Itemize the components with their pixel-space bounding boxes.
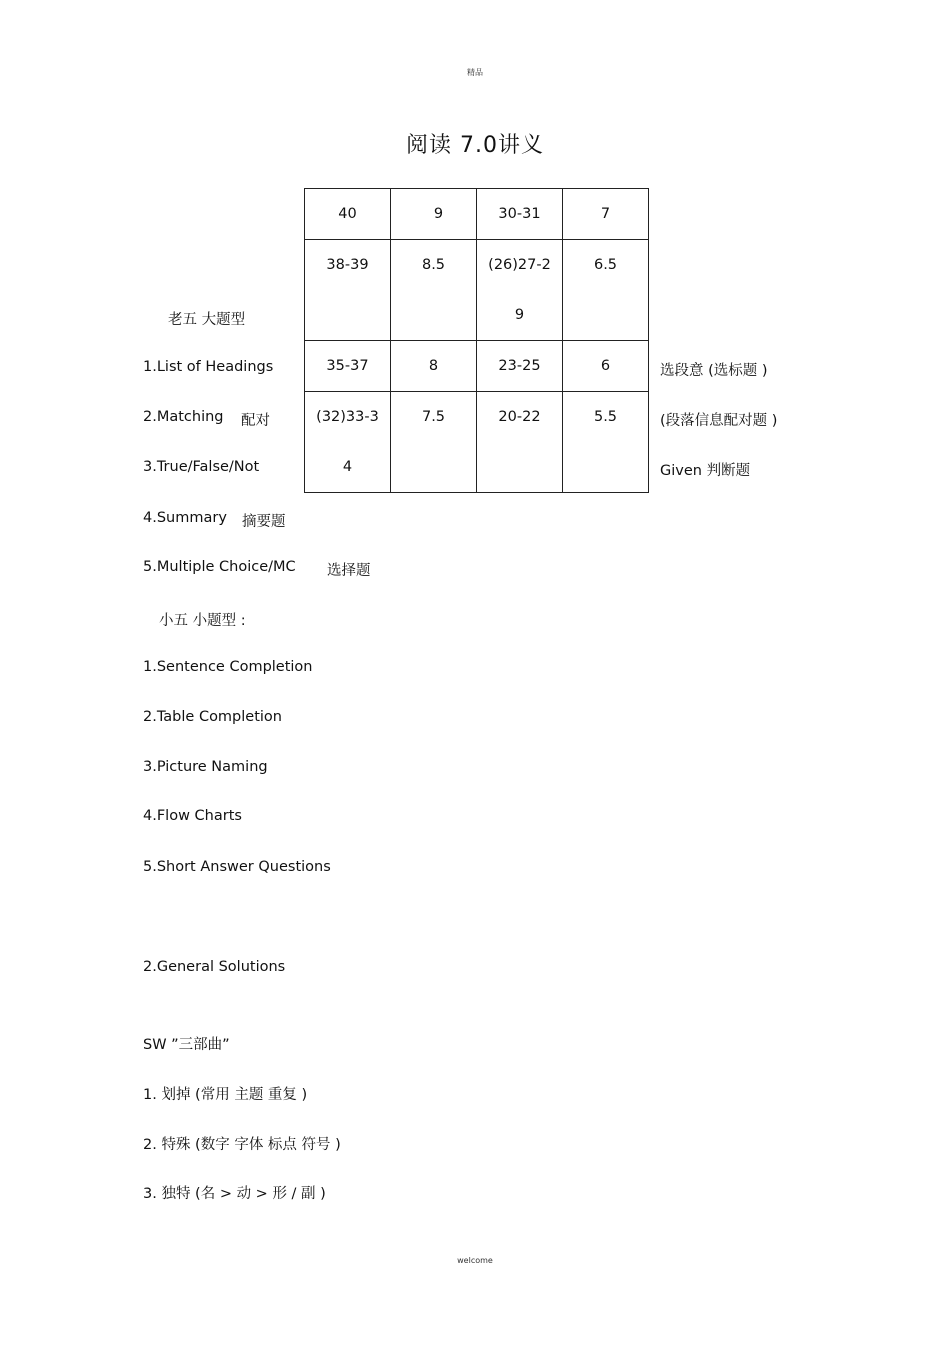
big-types-heading: 老五 大题型 [168, 312, 246, 328]
list-item-note: Given 判断题 [660, 463, 751, 479]
list-item: 2. 特殊 (数字 字体 标点 符号 ) [143, 1137, 341, 1153]
list-item: 3.Picture Naming [143, 759, 268, 775]
page-title: 阅读 7.0讲义 [406, 133, 544, 158]
list-item: 4.Summary [143, 510, 227, 526]
table-cell: 6.5 [563, 240, 649, 341]
table-row [305, 392, 649, 493]
table-cell: (32)33-3 4 [305, 392, 391, 493]
list-item: 1.List of Headings [143, 359, 274, 375]
table-cell: 23-25 [477, 341, 563, 392]
table-cell: 8 [391, 341, 477, 392]
sw-heading: SW ”三部曲” [143, 1037, 230, 1053]
list-item: 1.Sentence Completion [143, 659, 313, 675]
list-item: 5.Short Answer Questions [143, 859, 331, 875]
list-item: 2.Table Completion [143, 709, 282, 725]
table-cell: 6 [563, 341, 649, 392]
table-cell: 7.5 [391, 392, 477, 493]
list-item-cn: 配对 [241, 413, 270, 429]
table-cell: 9 [391, 189, 477, 240]
list-item: 5.Multiple Choice/MC [143, 559, 296, 575]
table-cell: 20-22 [477, 392, 563, 493]
list-item-note: 选段意 (选标题 ) [660, 363, 768, 379]
table-cell: 8.5 [391, 240, 477, 341]
list-item: 3.True/False/Not [143, 459, 260, 475]
table-cell: (26)27-2 9 [477, 240, 563, 341]
score-table [304, 188, 649, 493]
table-row [305, 240, 649, 341]
list-item: 4.Flow Charts [143, 808, 242, 824]
table-cell: 35-37 [305, 341, 391, 392]
list-item-cn: 摘要题 [242, 514, 286, 530]
table-cell: 38-39 [305, 240, 391, 341]
header-mark: 精品 [467, 68, 483, 77]
list-item-cn: 选择题 [327, 563, 371, 579]
list-item-note: (段落信息配对题 ) [660, 413, 778, 429]
table-row [305, 189, 649, 240]
small-types-heading: 小五 小题型 : [159, 613, 246, 629]
section-heading: 2.General Solutions [143, 959, 286, 975]
list-item: 2.Matching [143, 409, 224, 425]
table-cell: 5.5 [563, 392, 649, 493]
list-item: 1. 划掉 (常用 主题 重复 ) [143, 1087, 308, 1103]
footer-mark: welcome [457, 1256, 493, 1265]
table-row [305, 341, 649, 392]
list-item: 3. 独特 (名 > 动 > 形 / 副 ) [143, 1186, 326, 1202]
table-cell: 40 [305, 189, 391, 240]
table-cell: 7 [563, 189, 649, 240]
table-cell: 30-31 [477, 189, 563, 240]
